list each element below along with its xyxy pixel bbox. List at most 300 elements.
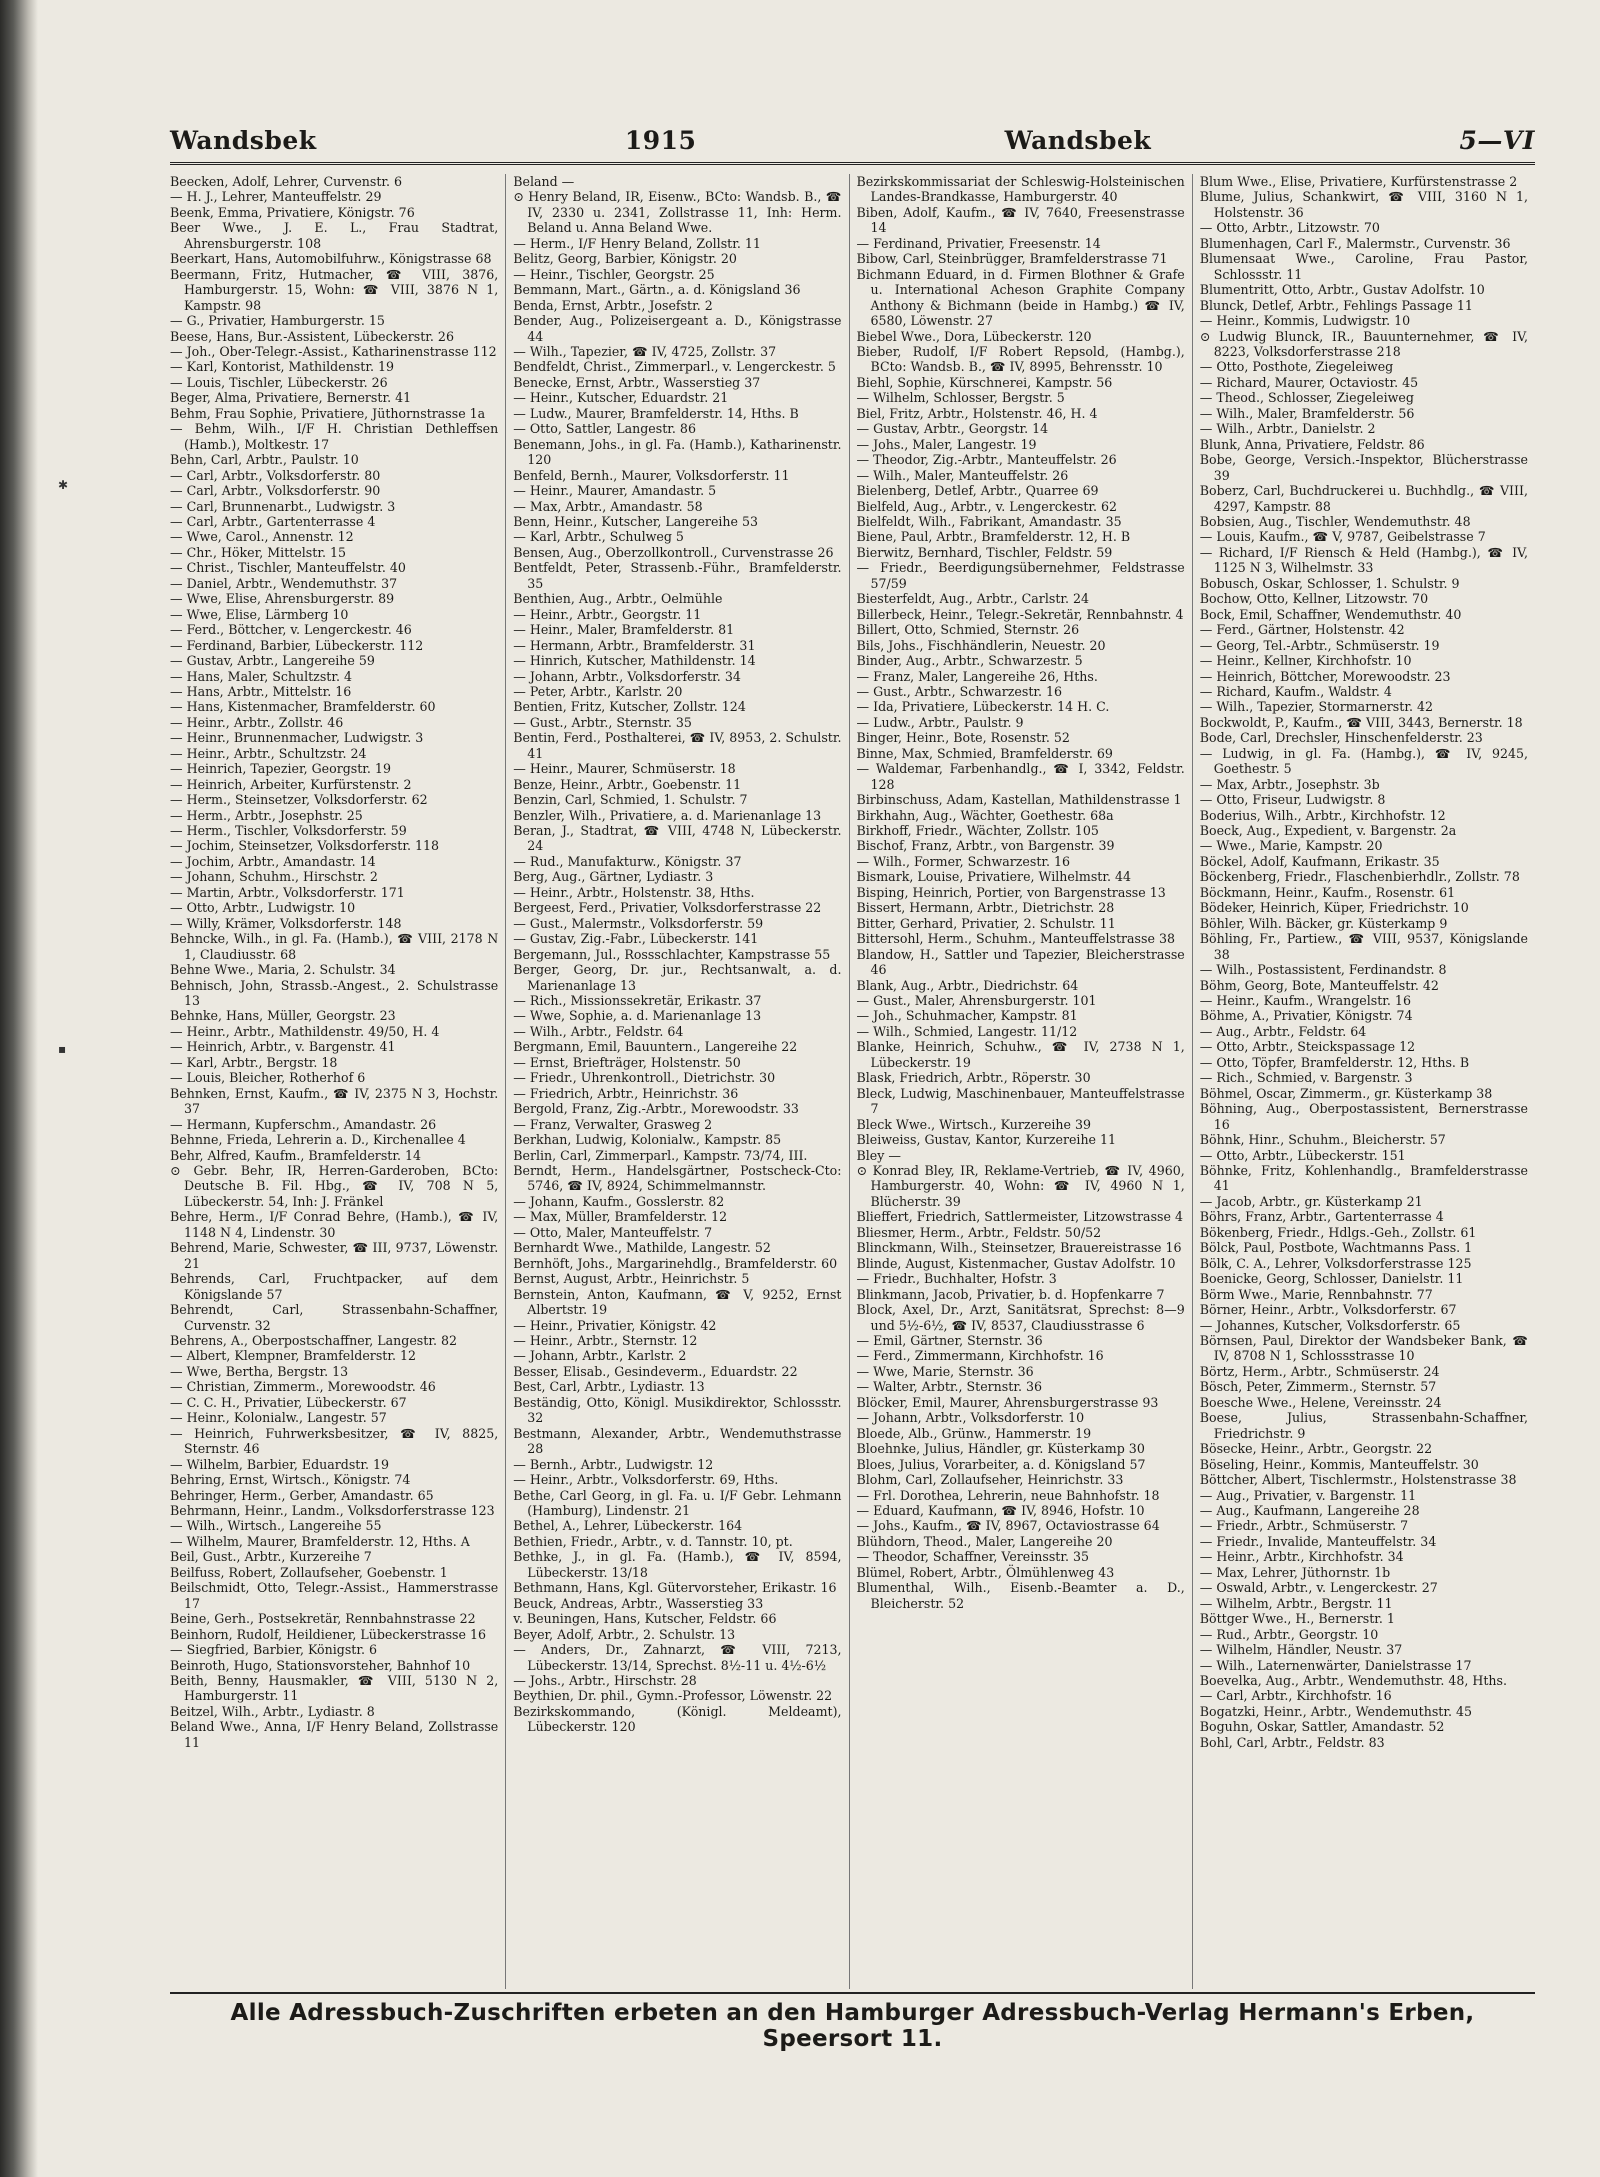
- header-left: Wandsbek: [170, 125, 317, 155]
- directory-entry: Blum Wwe., Elise, Privatiere, Kurfürstenstrasse 2: [1199, 174, 1518, 189]
- directory-entry: Birbinschuss, Adam, Kastellan, Mathildenstrasse 1: [856, 792, 1182, 808]
- directory-entry: — Carl, Arbtr., Kirchhofstr. 16: [1199, 1688, 1392, 1704]
- directory-entry: — Willy, Krämer, Volksdorferstr. 148: [170, 915, 402, 931]
- directory-entry: Blümel, Robert, Arbtr., Ölmühlenweg 43: [856, 1564, 1115, 1580]
- directory-entry: Blume, Julius, Schankwirt, ☎ VIII, 3160 N 1, Holstenstr. 36: [1199, 189, 1528, 220]
- directory-entry: Blöcker, Emil, Maurer, Ahrensburgerstrasse 93: [856, 1394, 1159, 1410]
- directory-entry: Blinde, August, Kistenmacher, Gustav Adolfstr. 10: [856, 1255, 1176, 1271]
- directory-entry: Bohl, Carl, Arbtr., Feldstr. 83: [1199, 1734, 1385, 1750]
- directory-entry: — Heinr., Arbtr., Holstenstr. 38, Hths.: [513, 884, 755, 900]
- directory-entry: Bergmann, Emil, Bauuntern., Langereihe 22: [513, 1039, 798, 1055]
- directory-entry: — Hinrich, Kutscher, Mathildenstr. 14: [513, 653, 756, 669]
- directory-entry: Böckenberg, Friedr., Flaschenbierhdlr., Zollstr. 78: [1199, 869, 1520, 885]
- directory-entry: Bethke, J., in gl. Fa. (Hamb.), ☎ IV, 8594, Lübeckerstr. 13/18: [513, 1549, 842, 1580]
- directory-entry: — Heinrich, Arbeiter, Kurfürstenstr. 2: [170, 776, 412, 792]
- directory-entry: Boberz, Carl, Buchdruckerei u. Buchhdlg., ☎ VIII, 4297, Kampstr. 88: [1199, 483, 1528, 514]
- directory-entry: Bentien, Fritz, Kutscher, Zollstr. 124: [513, 699, 746, 715]
- directory-entry: Beger, Alma, Privatiere, Bernerstr. 41: [170, 390, 412, 406]
- directory-entry: — Wwe, Elise, Lärmberg 10: [170, 606, 349, 622]
- directory-entry: Böhling, Fr., Partiew., ☎ VIII, 9537, Königslande 38: [1199, 931, 1528, 962]
- directory-entry: — Christ., Tischler, Manteuffelstr. 40: [170, 560, 406, 576]
- directory-entry: Böseling, Heinr., Kommis, Manteuffelstr. 30: [1199, 1456, 1479, 1472]
- directory-entry: — Otto, Arbtr., Lübeckerstr. 151: [1199, 1147, 1406, 1163]
- directory-entry: Blohm, Carl, Zollaufseher, Heinrichstr. 33: [856, 1472, 1124, 1488]
- directory-entry: — Gustav, Arbtr., Langereihe 59: [170, 653, 375, 669]
- directory-entry: Blumenthal, Wilh., Eisenb.-Beamter a. D., Bleicherstr. 52: [856, 1580, 1185, 1611]
- directory-entry: Beenk, Emma, Privatiere, Königstr. 76: [170, 204, 415, 220]
- directory-entry: Böttcher, Albert, Tischlermstr., Holstenstrasse 38: [1199, 1472, 1517, 1488]
- directory-entry: Behrmann, Heinr., Landm., Volksdorferstrasse 123: [170, 1502, 495, 1518]
- directory-entry: Berkhan, Ludwig, Kolonialw., Kampstr. 85: [513, 1132, 782, 1148]
- directory-entry: Belitz, Georg, Barbier, Königstr. 20: [513, 251, 737, 267]
- directory-entry: Bentin, Ferd., Posthalterei, ☎ IV, 8953, 2. Schulstr. 41: [513, 730, 842, 761]
- directory-entry: — G., Privatier, Hamburgerstr. 15: [170, 313, 385, 329]
- directory-entry: — Heinr., Kellner, Kirchhofstr. 10: [1199, 653, 1412, 669]
- directory-entry: ⊙ Gebr. Behr, IR, Herren-Garderoben, BCto: Deutsche B. Fil. Hbg., ☎ IV, 708 N 5, Lübeckerstr. 54, Inh: J. Fränkel: [170, 1163, 499, 1209]
- column-2: [505, 174, 848, 1989]
- directory-entry: — Richard, I/F Riensch & Held (Hambg.), ☎ IV, 1125 N 3, Wilhelmstr. 33: [1199, 544, 1528, 576]
- directory-entry: Bökenberg, Friedr., Hdlgs.-Geh., Zollstr. 61: [1199, 1224, 1477, 1240]
- directory-entry: Bethien, Friedr., Arbtr., v. d. Tannstr. 10, pt.: [513, 1533, 793, 1549]
- directory-entry: Bergeest, Ferd., Privatier, Volksdorferstrasse 22: [513, 900, 822, 916]
- directory-entry: Blieffert, Friedrich, Sattlermeister, Litzowstrasse 4: [856, 1209, 1183, 1225]
- directory-entry: — Bernh., Arbtr., Ludwigstr. 12: [513, 1456, 714, 1472]
- directory-entry: Benecke, Ernst, Arbtr., Wasserstieg 37: [513, 374, 761, 390]
- directory-entry: — Johann, Kaufm., Gosslerstr. 82: [513, 1193, 725, 1209]
- directory-entry: — C. C. H., Privatier, Lübeckerstr. 67: [170, 1394, 407, 1410]
- directory-entry: Bibow, Carl, Steinbrügger, Bramfelderstrasse 71: [856, 251, 1168, 267]
- directory-entry: Biene, Paul, Arbtr., Bramfelderstr. 12, H. B: [856, 529, 1131, 545]
- directory-entry: Bezirkskommissariat der Schleswig-Holsteinischen Landes-Brandkasse, Hamburgerstr. 40: [856, 174, 1185, 205]
- margin-mark: ▪: [58, 1042, 67, 1056]
- column-4: [1192, 174, 1535, 1989]
- directory-entry: — Herm., I/F Henry Beland, Zollstr. 11: [513, 235, 761, 251]
- directory-entry: Böhm, Georg, Bote, Manteuffelstr. 42: [1199, 977, 1439, 993]
- directory-entry: — Peter, Arbtr., Karlstr. 20: [513, 683, 683, 699]
- directory-entry: Bock, Emil, Schaffner, Wendemuthstr. 40: [1199, 606, 1462, 622]
- directory-entry: — Gustav, Arbtr., Georgstr. 14: [856, 421, 1049, 437]
- directory-entry: Bölck, Paul, Postbote, Wachtmanns Pass. 1: [1199, 1240, 1473, 1256]
- directory-entry: Blumensaat Wwe., Caroline, Frau Pastor, Schlossstr. 11: [1199, 251, 1528, 282]
- directory-entry: Bockwoldt, P., Kaufm., ☎ VIII, 3443, Bernerstr. 18: [1199, 714, 1523, 730]
- directory-entry: — Heinr., Maler, Bramfelderstr. 81: [513, 622, 735, 638]
- directory-entry: Berg, Aug., Gärtner, Lydiastr. 3: [513, 869, 714, 885]
- directory-entry: — Wilhelm, Barbier, Eduardstr. 19: [170, 1456, 390, 1472]
- directory-entry: Börm Wwe., Marie, Rennbahnstr. 77: [1199, 1286, 1433, 1302]
- directory-entry: — H. J., Lehrer, Manteuffelstr. 29: [170, 189, 382, 205]
- directory-entry: Bezirkskommando, (Königl. Meldeamt), Lübeckerstr. 120: [513, 1703, 842, 1735]
- directory-entry: Bissert, Hermann, Arbtr., Dietrichstr. 28: [856, 900, 1115, 916]
- directory-entry: Boesche Wwe., Helene, Vereinsstr. 24: [1199, 1394, 1442, 1410]
- directory-entry: — Ferdinand, Barbier, Lübeckerstr. 112: [170, 637, 424, 653]
- directory-entry: — Heinr., Arbtr., Volksdorferstr. 69, Hths.: [513, 1472, 779, 1488]
- directory-entry: Behring, Ernst, Wirtsch., Königstr. 74: [170, 1472, 411, 1488]
- directory-columns: [170, 174, 1535, 1989]
- directory-entry: Besser, Elisab., Gesindeverm., Eduardstr. 22: [513, 1363, 798, 1379]
- directory-entry: — Gust., Arbtr., Sternstr. 35: [513, 714, 692, 730]
- directory-entry: Bentfeldt, Peter, Strassenb.-Führ., Bramfelderstr. 35: [513, 560, 842, 591]
- directory-entry: — Carl, Arbtr., Volksdorferstr. 80: [170, 467, 381, 483]
- directory-entry: — Heinr., Kutscher, Eduardstr. 21: [513, 390, 729, 406]
- directory-entry: Böhler, Wilh. Bäcker, gr. Küsterkamp 9: [1199, 915, 1448, 931]
- directory-entry: — Wilh., Tapezier, ☎ IV, 4725, Zollstr. 37: [513, 343, 777, 359]
- directory-entry: — Eduard, Kaufmann, ☎ IV, 8946, Hofstr. 10: [856, 1502, 1145, 1518]
- directory-entry: — Frl. Dorothea, Lehrerin, neue Bahnhofstr. 18: [856, 1487, 1160, 1503]
- directory-entry: Bielfeld, Aug., Arbtr., v. Lengerckestr. 62: [856, 498, 1118, 514]
- directory-entry: — Heinr., Arbtr., Georgstr. 11: [513, 606, 702, 622]
- directory-entry: — Wwe, Elise, Ahrensburgerstr. 89: [170, 591, 395, 607]
- directory-entry: Bleck, Ludwig, Maschinenbauer, Manteuffelstrasse 7: [856, 1085, 1185, 1117]
- directory-entry: Beständig, Otto, Königl. Musikdirektor, Schlossstr. 32: [513, 1394, 842, 1426]
- directory-entry: — Ferdinand, Privatier, Freesenstr. 14: [856, 235, 1101, 251]
- directory-entry: Biesterfeldt, Aug., Arbtr., Carlstr. 24: [856, 591, 1090, 607]
- directory-entry: Blunck, Detlef, Arbtr., Fehlings Passage 11: [1199, 297, 1473, 313]
- directory-entry: — Heinrich, Arbtr., v. Bargenstr. 41: [170, 1039, 396, 1055]
- directory-entry: Böckmann, Heinr., Kaufm., Rosenstr. 61: [1199, 884, 1456, 900]
- directory-entry: — Otto, Arbtr., Steickspassage 12: [1199, 1039, 1416, 1055]
- directory-entry: — Georg, Tel.-Arbtr., Schmüserstr. 19: [1199, 637, 1440, 653]
- directory-entry: — Heinrich, Böttcher, Morewoodstr. 23: [1199, 668, 1451, 684]
- directory-entry: — Johann, Schuhm., Hirschstr. 2: [170, 869, 378, 885]
- directory-entry: — Max, Arbtr., Amandastr. 58: [513, 498, 703, 514]
- directory-entry: — Joh., Ober-Telegr.-Assist., Katharinenstrasse 112: [170, 343, 497, 359]
- directory-entry: Böhnk, Hinr., Schuhm., Bleicherstr. 57: [1199, 1132, 1446, 1148]
- directory-entry: — Johs., Arbtr., Hirschstr. 28: [513, 1672, 697, 1688]
- directory-entry: — Wilh., Postassistent, Ferdinandstr. 8: [1199, 962, 1447, 978]
- directory-entry: — Ludw., Arbtr., Paulstr. 9: [856, 714, 1024, 730]
- directory-entry: Beilfuss, Robert, Zollaufseher, Goebenstr. 1: [170, 1564, 448, 1580]
- directory-entry: — Carl, Arbtr., Gartenterrasse 4: [170, 513, 376, 529]
- directory-entry: Bobusch, Oskar, Schlosser, 1. Schulstr. 9: [1199, 575, 1460, 591]
- directory-entry: — Theod., Schlosser, Ziegeleiweg: [1199, 390, 1414, 406]
- directory-entry: — Franz, Maler, Langereihe 26, Hths.: [856, 668, 1098, 684]
- directory-entry: — Daniel, Arbtr., Wendemuthstr. 37: [170, 575, 398, 591]
- directory-entry: — Heinr., Kolonialw., Langestr. 57: [170, 1410, 387, 1426]
- directory-entry: — Wilh., Laternenwärter, Danielstrasse 17: [1199, 1657, 1472, 1673]
- directory-entry: ⊙ Henry Beland, IR, Eisenw., BCto: Wandsb. B., ☎ IV, 2330 u. 2341, Zollstrasse 11, Inh: Herm. Beland u. Anna Beland Wwe.: [513, 189, 842, 236]
- directory-entry: Beese, Hans, Bur.-Assistent, Lübeckerstr. 26: [170, 328, 454, 344]
- directory-entry: Billert, Otto, Schmied, Sternstr. 26: [856, 622, 1080, 638]
- directory-entry: Blank, Aug., Arbtr., Diedrichstr. 64: [856, 977, 1079, 993]
- directory-entry: Bender, Aug., Polizeisergeant a. D., Königstrasse 44: [513, 313, 842, 344]
- directory-entry: Blumenhagen, Carl F., Malermstr., Curvenstr. 36: [1199, 235, 1511, 251]
- directory-entry: — Jochim, Steinsetzer, Volksdorferstr. 118: [170, 838, 439, 854]
- directory-entry: — Martin, Arbtr., Volksdorferstr. 171: [170, 884, 405, 900]
- directory-entry: Bisping, Heinrich, Portier, von Bargenstrasse 13: [856, 884, 1166, 900]
- directory-entry: Behncke, Wilh., in gl. Fa. (Hamb.), ☎ VIII, 2178 N 1, Claudiusstr. 68: [170, 931, 499, 962]
- directory-entry: Bergold, Franz, Zig.-Arbtr., Morewoodstr. 33: [513, 1101, 799, 1117]
- directory-entry: — Friedr., Uhrenkontroll., Dietrichstr. 30: [513, 1070, 776, 1086]
- directory-entry: — Wwe, Marie, Sternstr. 36: [856, 1363, 1034, 1379]
- directory-entry: Böckel, Adolf, Kaufmann, Erikastr. 35: [1199, 853, 1440, 869]
- directory-entry: — Waldemar, Farbenhandlg., ☎ I, 3342, Feldstr. 128: [856, 761, 1185, 792]
- directory-entry: Börtz, Herm., Arbtr., Schmüserstr. 24: [1199, 1363, 1440, 1379]
- directory-entry: — Behm, Wilh., I/F H. Christian Dethleffsen (Hamb.), Moltkestr. 17: [170, 421, 499, 452]
- directory-entry: Börnsen, Paul, Direktor der Wandsbeker Bank, ☎ IV, 8708 N 1, Schlossstrasse 10: [1199, 1332, 1528, 1364]
- directory-entry: Biben, Adolf, Kaufm., ☎ IV, 7640, Freesenstrasse 14: [856, 204, 1185, 236]
- directory-entry: — Karl, Kontorist, Mathildenstr. 19: [170, 359, 394, 375]
- directory-entry: Behnne, Frieda, Lehrerin a. D., Kirchenallee 4: [170, 1132, 466, 1148]
- directory-entry: ⊙ Konrad Bley, IR, Reklame-Vertrieb, ☎ IV, 4960, Hamburgerstr. 40, Wohn: ☎ IV, 4960 N 1, Blücherstr. 39: [856, 1163, 1185, 1209]
- directory-entry: — Franz, Verwalter, Grasweg 2: [513, 1116, 713, 1132]
- directory-entry: Boeck, Aug., Expedient, v. Bargenstr. 2a: [1199, 823, 1457, 839]
- directory-entry: — Max, Lehrer, Jüthornstr. 1b: [1199, 1564, 1391, 1580]
- directory-entry: Bley —: [856, 1147, 901, 1163]
- directory-entry: — Gust., Arbtr., Schwarzestr. 16: [856, 683, 1063, 699]
- directory-entry: Bobe, George, Versich.-Inspektor, Blücherstrasse 39: [1199, 452, 1528, 483]
- directory-entry: — Joh., Schuhmacher, Kampstr. 81: [856, 1008, 1078, 1024]
- directory-entry: Birkhoff, Friedr., Wächter, Zollstr. 105: [856, 823, 1099, 839]
- directory-entry: — Hermann, Kupferschm., Amandastr. 26: [170, 1116, 437, 1132]
- directory-entry: Behnke, Hans, Müller, Georgstr. 23: [170, 1008, 396, 1024]
- directory-entry: Benfeld, Bernh., Maurer, Volksdorferstr. 11: [513, 467, 790, 483]
- directory-entry: Beuck, Andreas, Arbtr., Wasserstieg 33: [513, 1595, 764, 1611]
- directory-entry: — Ludw., Maurer, Bramfelderstr. 14, Hths. B: [513, 405, 799, 421]
- directory-entry: — Heinr., Kaufm., Wrangelstr. 16: [1199, 993, 1411, 1009]
- directory-entry: — Walter, Arbtr., Sternstr. 36: [856, 1379, 1042, 1395]
- directory-entry: Beyer, Adolf, Arbtr., 2. Schulstr. 13: [513, 1626, 736, 1642]
- directory-entry: — Johannes, Kutscher, Volksdorferstr. 65: [1199, 1317, 1461, 1333]
- directory-entry: — Otto, Arbtr., Ludwigstr. 10: [170, 900, 356, 916]
- directory-entry: Benda, Ernst, Arbtr., Josefstr. 2: [513, 297, 713, 313]
- directory-entry: Benzin, Carl, Schmied, 1. Schulstr. 7: [513, 792, 748, 808]
- directory-entry: Bethe, Carl Georg, in gl. Fa. u. I/F Gebr. Lehmann (Hamburg), Lindenstr. 21: [513, 1487, 842, 1518]
- directory-entry: Benzler, Wilh., Privatiere, a. d. Marienanlage 13: [513, 807, 822, 823]
- directory-entry: Bils, Johs., Fischhändlerin, Neuestr. 20: [856, 637, 1106, 653]
- directory-entry: — Wilh., Arbtr., Feldstr. 64: [513, 1023, 684, 1039]
- directory-entry: — Hans, Maler, Schultzstr. 4: [170, 668, 352, 684]
- directory-entry: Blühdorn, Theod., Maler, Langereihe 20: [856, 1533, 1113, 1549]
- directory-entry: Böttger Wwe., H., Bernerstr. 1: [1199, 1611, 1395, 1627]
- directory-entry: — Otto, Posthote, Ziegeleiweg: [1199, 359, 1394, 375]
- directory-entry: Billerbeck, Heinr., Telegr.-Sekretär, Rennbahnstr. 4: [856, 606, 1184, 622]
- directory-entry: — Albert, Klempner, Bramfelderstr. 12: [170, 1348, 417, 1364]
- directory-entry: — Friedr., Beerdigungsübernehmer, Feldstrasse 57/59: [856, 560, 1185, 591]
- directory-entry: — Louis, Tischler, Lübeckerstr. 26: [170, 374, 388, 390]
- directory-entry: — Heinr., Maurer, Amandastr. 5: [513, 483, 717, 499]
- directory-entry: Bernhardt Wwe., Mathilde, Langestr. 52: [513, 1240, 771, 1256]
- directory-entry: Boguhn, Oskar, Sattler, Amandastr. 52: [1199, 1719, 1445, 1735]
- directory-entry: Beland Wwe., Anna, I/F Henry Beland, Zollstrasse 11: [170, 1719, 499, 1750]
- directory-entry: Benthien, Aug., Arbtr., Oelmühle: [513, 591, 723, 607]
- directory-entry: Beermann, Fritz, Hutmacher, ☎ VIII, 3876, Hamburgerstr. 15, Wohn: ☎ VIII, 3876 N 1, Kampstr. 98: [170, 266, 499, 313]
- directory-entry: Beine, Gerh., Postsekretär, Rennbahnstrasse 22: [170, 1611, 476, 1627]
- directory-entry: Bloede, Alb., Grünw., Hammerstr. 19: [856, 1425, 1092, 1441]
- directory-entry: Bloehnke, Julius, Händler, gr. Küsterkamp 30: [856, 1441, 1145, 1457]
- directory-entry: Bierwitz, Bernhard, Tischler, Feldstr. 59: [856, 544, 1113, 560]
- directory-entry: — Aug., Arbtr., Feldstr. 64: [1199, 1023, 1367, 1039]
- directory-entry: — Anders, Dr., Zahnarzt, ☎ VIII, 7213, Lübeckerstr. 13/14, Sprechst. 8½-11 u. 4½-6½: [513, 1642, 842, 1673]
- directory-entry: — Wilhelm, Arbtr., Bergstr. 11: [1199, 1595, 1393, 1611]
- header-year: 1915: [624, 125, 697, 155]
- directory-entry: — Heinr., Kommis, Ludwigstr. 10: [1199, 313, 1411, 329]
- directory-entry: — Wilh., Maler, Manteuffelstr. 26: [856, 467, 1069, 483]
- directory-entry: — Wilhelm, Händler, Neustr. 37: [1199, 1642, 1403, 1658]
- directory-entry: — Johs., Maler, Langestr. 19: [856, 436, 1037, 452]
- directory-entry: — Heinr., Arbtr., Kirchhofstr. 34: [1199, 1549, 1404, 1565]
- directory-entry: Behnken, Ernst, Kaufm., ☎ IV, 2375 N 3, Hochstr. 37: [170, 1085, 499, 1117]
- directory-entry: — Carl, Brunnenarbt., Ludwigstr. 3: [170, 498, 396, 514]
- directory-entry: Birkhahn, Aug., Wächter, Goethestr. 68a: [856, 807, 1114, 823]
- directory-entry: Beerkart, Hans, Automobilfuhrw., Königstrasse 68: [170, 251, 492, 267]
- directory-entry: — Heinr., Privatier, Königstr. 42: [513, 1317, 717, 1333]
- directory-entry: Behr, Alfred, Kaufm., Bramfelderstr. 14: [170, 1147, 422, 1163]
- directory-entry: v. Beuningen, Hans, Kutscher, Feldstr. 66: [513, 1611, 777, 1627]
- directory-entry: — Wilh., Wirtsch., Langereihe 55: [170, 1518, 382, 1534]
- directory-entry: — Ludwig, in gl. Fa. (Hambg.), ☎ IV, 9245, Goethestr. 5: [1199, 745, 1528, 777]
- directory-entry: Benze, Heinr., Arbtr., Goebenstr. 11: [513, 776, 742, 792]
- publisher-footer: Alle Adressbuch-Zuschriften erbeten an den Hamburger Adressbuch-Verlag Hermann's Erben, Speersort 11.: [230, 2000, 1475, 2052]
- directory-entry: — Gust., Malermstr., Volksdorferstr. 59: [513, 915, 764, 931]
- header-right: Wandsbek: [1004, 125, 1152, 155]
- directory-entry: Biel, Fritz, Arbtr., Holstenstr. 46, H. 4: [856, 405, 1098, 421]
- directory-entry: — Heinr., Tischler, Georgstr. 25: [513, 266, 715, 282]
- directory-entry: Bösecke, Heinr., Arbtr., Georgstr. 22: [1199, 1441, 1433, 1457]
- directory-entry: Blunk, Anna, Privatiere, Feldstr. 86: [1199, 436, 1425, 452]
- page-number: 5—VI: [1459, 125, 1535, 155]
- directory-entry: — Friedr., Arbtr., Schmüserstr. 7: [1199, 1518, 1409, 1534]
- footer-rule: [170, 1992, 1535, 1994]
- margin-mark: ✱: [58, 478, 69, 492]
- directory-entry: Bichmann Eduard, in d. Firmen Blothner & Grafe u. International Acheson Graphite Company Anthony & Bichmann (beide in Hambg.) ☎ IV, 6580, Löwenstr. 27: [856, 266, 1185, 329]
- directory-entry: Börner, Heinr., Arbtr., Volksdorferstr. 67: [1199, 1302, 1457, 1318]
- directory-entry: Biebel Wwe., Dora, Lübeckerstr. 120: [856, 328, 1092, 344]
- directory-entry: — Otto, Töpfer, Bramfelderstr. 12, Hths. B: [1199, 1054, 1470, 1070]
- directory-entry: — Wwe., Marie, Kampstr. 20: [1199, 838, 1383, 854]
- directory-entry: — Siegfried, Barbier, Königstr. 6: [170, 1642, 377, 1658]
- directory-entry: — Aug., Privatier, v. Bargenstr. 11: [1199, 1487, 1417, 1503]
- directory-entry: — Hans, Arbtr., Mittelstr. 16: [170, 683, 352, 699]
- directory-entry: Boderius, Wilh., Arbtr., Kirchhofstr. 12: [1199, 807, 1446, 823]
- directory-entry: Bernstein, Anton, Kaufmann, ☎ V, 9252, Ernst Albertstr. 19: [513, 1286, 842, 1318]
- directory-entry: Best, Carl, Arbtr., Lydiastr. 13: [513, 1379, 705, 1395]
- directory-entry: — Louis, Bleicher, Rotherhof 6: [170, 1070, 366, 1086]
- directory-entry: Bliesmer, Herm., Arbtr., Feldstr. 50/52: [856, 1224, 1102, 1240]
- directory-entry: Bobsien, Aug., Tischler, Wendemuthstr. 48: [1199, 513, 1471, 529]
- directory-entry: — Heinr., Arbtr., Schultzstr. 24: [170, 745, 367, 761]
- directory-entry: — Heinr., Arbtr., Zollstr. 46: [170, 714, 344, 730]
- directory-entry: Benemann, Johs., in gl. Fa. (Hamb.), Katharinenstr. 120: [513, 436, 842, 468]
- directory-entry: — Wwe, Carol., Annenstr. 12: [170, 529, 354, 545]
- directory-entry: — Otto, Maler, Manteuffelstr. 7: [513, 1224, 713, 1240]
- directory-entry: Behn, Carl, Arbtr., Paulstr. 10: [170, 452, 359, 468]
- directory-entry: Bischof, Franz, Arbtr., von Bargenstr. 39: [856, 838, 1115, 854]
- directory-entry: — Hans, Kistenmacher, Bramfelderstr. 60: [170, 699, 436, 715]
- directory-entry: — Ferd., Böttcher, v. Lengerckestr. 46: [170, 622, 412, 638]
- directory-entry: — Jochim, Arbtr., Amandastr. 14: [170, 853, 376, 869]
- directory-entry: Bleiweiss, Gustav, Kantor, Kurzereihe 11: [856, 1132, 1117, 1148]
- directory-entry: Böhme, A., Privatier, Königstr. 74: [1199, 1008, 1413, 1024]
- directory-entry: Beinhorn, Rudolf, Heildiener, Lübeckerstrasse 16: [170, 1626, 487, 1642]
- directory-entry: — Wilh., Tapezier, Stormarnerstr. 42: [1199, 699, 1433, 715]
- directory-entry: ⊙ Ludwig Blunck, IR., Bauunternehmer, ☎ IV, 8223, Volksdorferstrasse 218: [1199, 328, 1528, 359]
- directory-entry: Behrens, A., Oberpostschaffner, Langestr. 82: [170, 1332, 457, 1348]
- directory-entry: — Rud., Arbtr., Georgstr. 10: [1199, 1626, 1379, 1642]
- directory-entry: Böhning, Aug., Oberpostassistent, Bernerstrasse 16: [1199, 1101, 1528, 1132]
- directory-entry: Behrend, Marie, Schwester, ☎ III, 9737, Löwenstr. 21: [170, 1240, 499, 1271]
- directory-entry: — Johann, Arbtr., Karlstr. 2: [513, 1348, 687, 1364]
- directory-entry: Beith, Benny, Hausmakler, ☎ VIII, 5130 N 2, Hamburgerstr. 11: [170, 1672, 499, 1704]
- directory-entry: Beran, J., Stadtrat, ☎ VIII, 4748 N, Lübeckerstr. 24: [513, 823, 842, 854]
- directory-entry: Beer Wwe., J. E. L., Frau Stadtrat, Ahrensburgerstr. 108: [170, 220, 499, 251]
- column-1: [170, 174, 505, 1989]
- directory-entry: Bethel, A., Lehrer, Lübeckerstr. 164: [513, 1518, 743, 1534]
- directory-entry: — Jacob, Arbtr., gr. Küsterkamp 21: [1199, 1193, 1423, 1209]
- directory-entry: Behrendt, Carl, Strassenbahn-Schaffner, Curvenstr. 32: [170, 1302, 499, 1333]
- directory-entry: — Oswald, Arbtr., v. Lengerckestr. 27: [1199, 1580, 1438, 1596]
- directory-entry: — Richard, Maurer, Octaviostr. 45: [1199, 374, 1419, 390]
- directory-entry: Blandow, H., Sattler und Tapezier, Bleicherstrasse 46: [856, 946, 1185, 978]
- directory-entry: Bestmann, Alexander, Arbtr., Wendemuthstrasse 28: [513, 1425, 842, 1457]
- directory-entry: Bittersohl, Herm., Schuhm., Manteuffelstrasse 38: [856, 931, 1175, 947]
- directory-entry: Bieber, Rudolf, I/F Robert Repsold, (Hambg.), BCto: Wandsb. B., ☎ IV, 8995, Behrensstr. 10: [856, 343, 1185, 375]
- directory-entry: Beythien, Dr. phil., Gymn.-Professor, Löwenstr. 22: [513, 1688, 833, 1704]
- directory-entry: Blanke, Heinrich, Schuhw., ☎ IV, 2738 N 1, Lübeckerstr. 19: [856, 1039, 1185, 1070]
- directory-entry: Behne Wwe., Maria, 2. Schulstr. 34: [170, 962, 396, 978]
- directory-entry: Blinckmann, Wilh., Steinsetzer, Brauereistrasse 16: [856, 1240, 1182, 1256]
- directory-entry: Beecken, Adolf, Lehrer, Curvenstr. 6: [170, 174, 403, 189]
- directory-entry: — Herm., Steinsetzer, Volksdorferstr. 62: [170, 792, 428, 808]
- directory-entry: Beland —: [513, 174, 575, 189]
- directory-entry: — Johann, Arbtr., Volksdorferstr. 34: [513, 668, 741, 684]
- directory-entry: — Wwe, Sophie, a. d. Marienanlage 13: [513, 1008, 762, 1024]
- directory-entry: Beil, Gust., Arbtr., Kurzereihe 7: [170, 1549, 372, 1565]
- directory-entry: — Aug., Kaufmann, Langereihe 28: [1199, 1502, 1420, 1518]
- directory-entry: Bemmann, Mart., Gärtn., a. d. Königsland 36: [513, 282, 801, 298]
- directory-entry: — Richard, Kaufm., Waldstr. 4: [1199, 683, 1392, 699]
- directory-entry: — Johann, Arbtr., Volksdorferstr. 10: [856, 1410, 1085, 1426]
- directory-entry: Behm, Frau Sophie, Privatiere, Jüthornstrasse 1a: [170, 405, 486, 421]
- directory-entry: — Max, Arbtr., Josephstr. 3b: [1199, 776, 1380, 792]
- directory-entry: — Johs., Kaufm., ☎ IV, 8967, Octaviostrasse 64: [856, 1518, 1160, 1534]
- directory-entry: — Heinr., Brunnenmacher, Ludwigstr. 3: [170, 730, 424, 746]
- directory-entry: Blask, Friedrich, Arbtr., Röperstr. 30: [856, 1070, 1091, 1086]
- directory-entry: — Wilhelm, Schlosser, Bergstr. 5: [856, 390, 1065, 406]
- scan-edge: [0, 0, 38, 2177]
- directory-entry: — Christian, Zimmerm., Morewoodstr. 46: [170, 1379, 436, 1395]
- directory-entry: Binder, Aug., Arbtr., Schwarzestr. 5: [856, 653, 1083, 669]
- directory-entry: Boevelka, Aug., Arbtr., Wendemuthstr. 48, Hths.: [1199, 1672, 1507, 1688]
- directory-entry: — Heinr., Maurer, Schmüserstr. 18: [513, 761, 736, 777]
- directory-entry: — Wilh., Maler, Bramfelderstr. 56: [1199, 405, 1415, 421]
- directory-entry: — Herm., Arbtr., Josephstr. 25: [170, 807, 363, 823]
- directory-entry: — Heinr., Arbtr., Sternstr. 12: [513, 1332, 698, 1348]
- directory-entry: Bismark, Louise, Privatiere, Wilhelmstr. 44: [856, 869, 1132, 885]
- directory-entry: Bitter, Gerhard, Privatier, 2. Schulstr. 11: [856, 915, 1116, 931]
- directory-entry: Behnisch, John, Strassb.-Angest., 2. Schulstrasse 13: [170, 977, 499, 1009]
- directory-entry: Blinkmann, Jacob, Privatier, b. d. Hopfenkarre 7: [856, 1286, 1165, 1302]
- directory-entry: — Ferd., Gärtner, Holstenstr. 42: [1199, 622, 1405, 638]
- directory-entry: Bendfeldt, Christ., Zimmerparl., v. Lengerckestr. 5: [513, 359, 836, 375]
- directory-entry: — Theodor, Schaffner, Vereinsstr. 35: [856, 1549, 1090, 1565]
- directory-entry: Bernst, August, Arbtr., Heinrichstr. 5: [513, 1271, 750, 1287]
- directory-entry: Boenicke, Georg, Schlosser, Danielstr. 11: [1199, 1271, 1464, 1287]
- directory-entry: Beitzel, Wilh., Arbtr., Lydiastr. 8: [170, 1703, 375, 1719]
- directory-entry: Bethmann, Hans, Kgl. Gütervorsteher, Erikastr. 16: [513, 1580, 837, 1596]
- directory-entry: — Otto, Sattler, Langestr. 86: [513, 421, 696, 437]
- directory-entry: Bösch, Peter, Zimmerm., Sternstr. 57: [1199, 1379, 1437, 1395]
- directory-entry: Biehl, Sophie, Kürschnerei, Kampstr. 56: [856, 374, 1113, 390]
- directory-entry: — Theodor, Zig.-Arbtr., Manteuffelstr. 26: [856, 452, 1117, 468]
- directory-entry: Böhrs, Franz, Arbtr., Gartenterrasse 4: [1199, 1209, 1444, 1225]
- directory-entry: — Gustav, Zig.-Fabr., Lübeckerstr. 141: [513, 931, 759, 947]
- directory-entry: Bölk, C. A., Lehrer, Volksdorferstrasse 125: [1199, 1255, 1472, 1271]
- directory-entry: — Wilh., Arbtr., Danielstr. 2: [1199, 421, 1376, 437]
- directory-entry: Böhmel, Oscar, Zimmerm., gr. Küsterkamp 38: [1199, 1085, 1493, 1101]
- directory-entry: — Hermann, Arbtr., Bramfelderstr. 31: [513, 637, 756, 653]
- directory-entry: — Friedr., Invalide, Manteuffelstr. 34: [1199, 1533, 1437, 1549]
- directory-entry: Benn, Heinr., Kutscher, Langereihe 53: [513, 513, 759, 529]
